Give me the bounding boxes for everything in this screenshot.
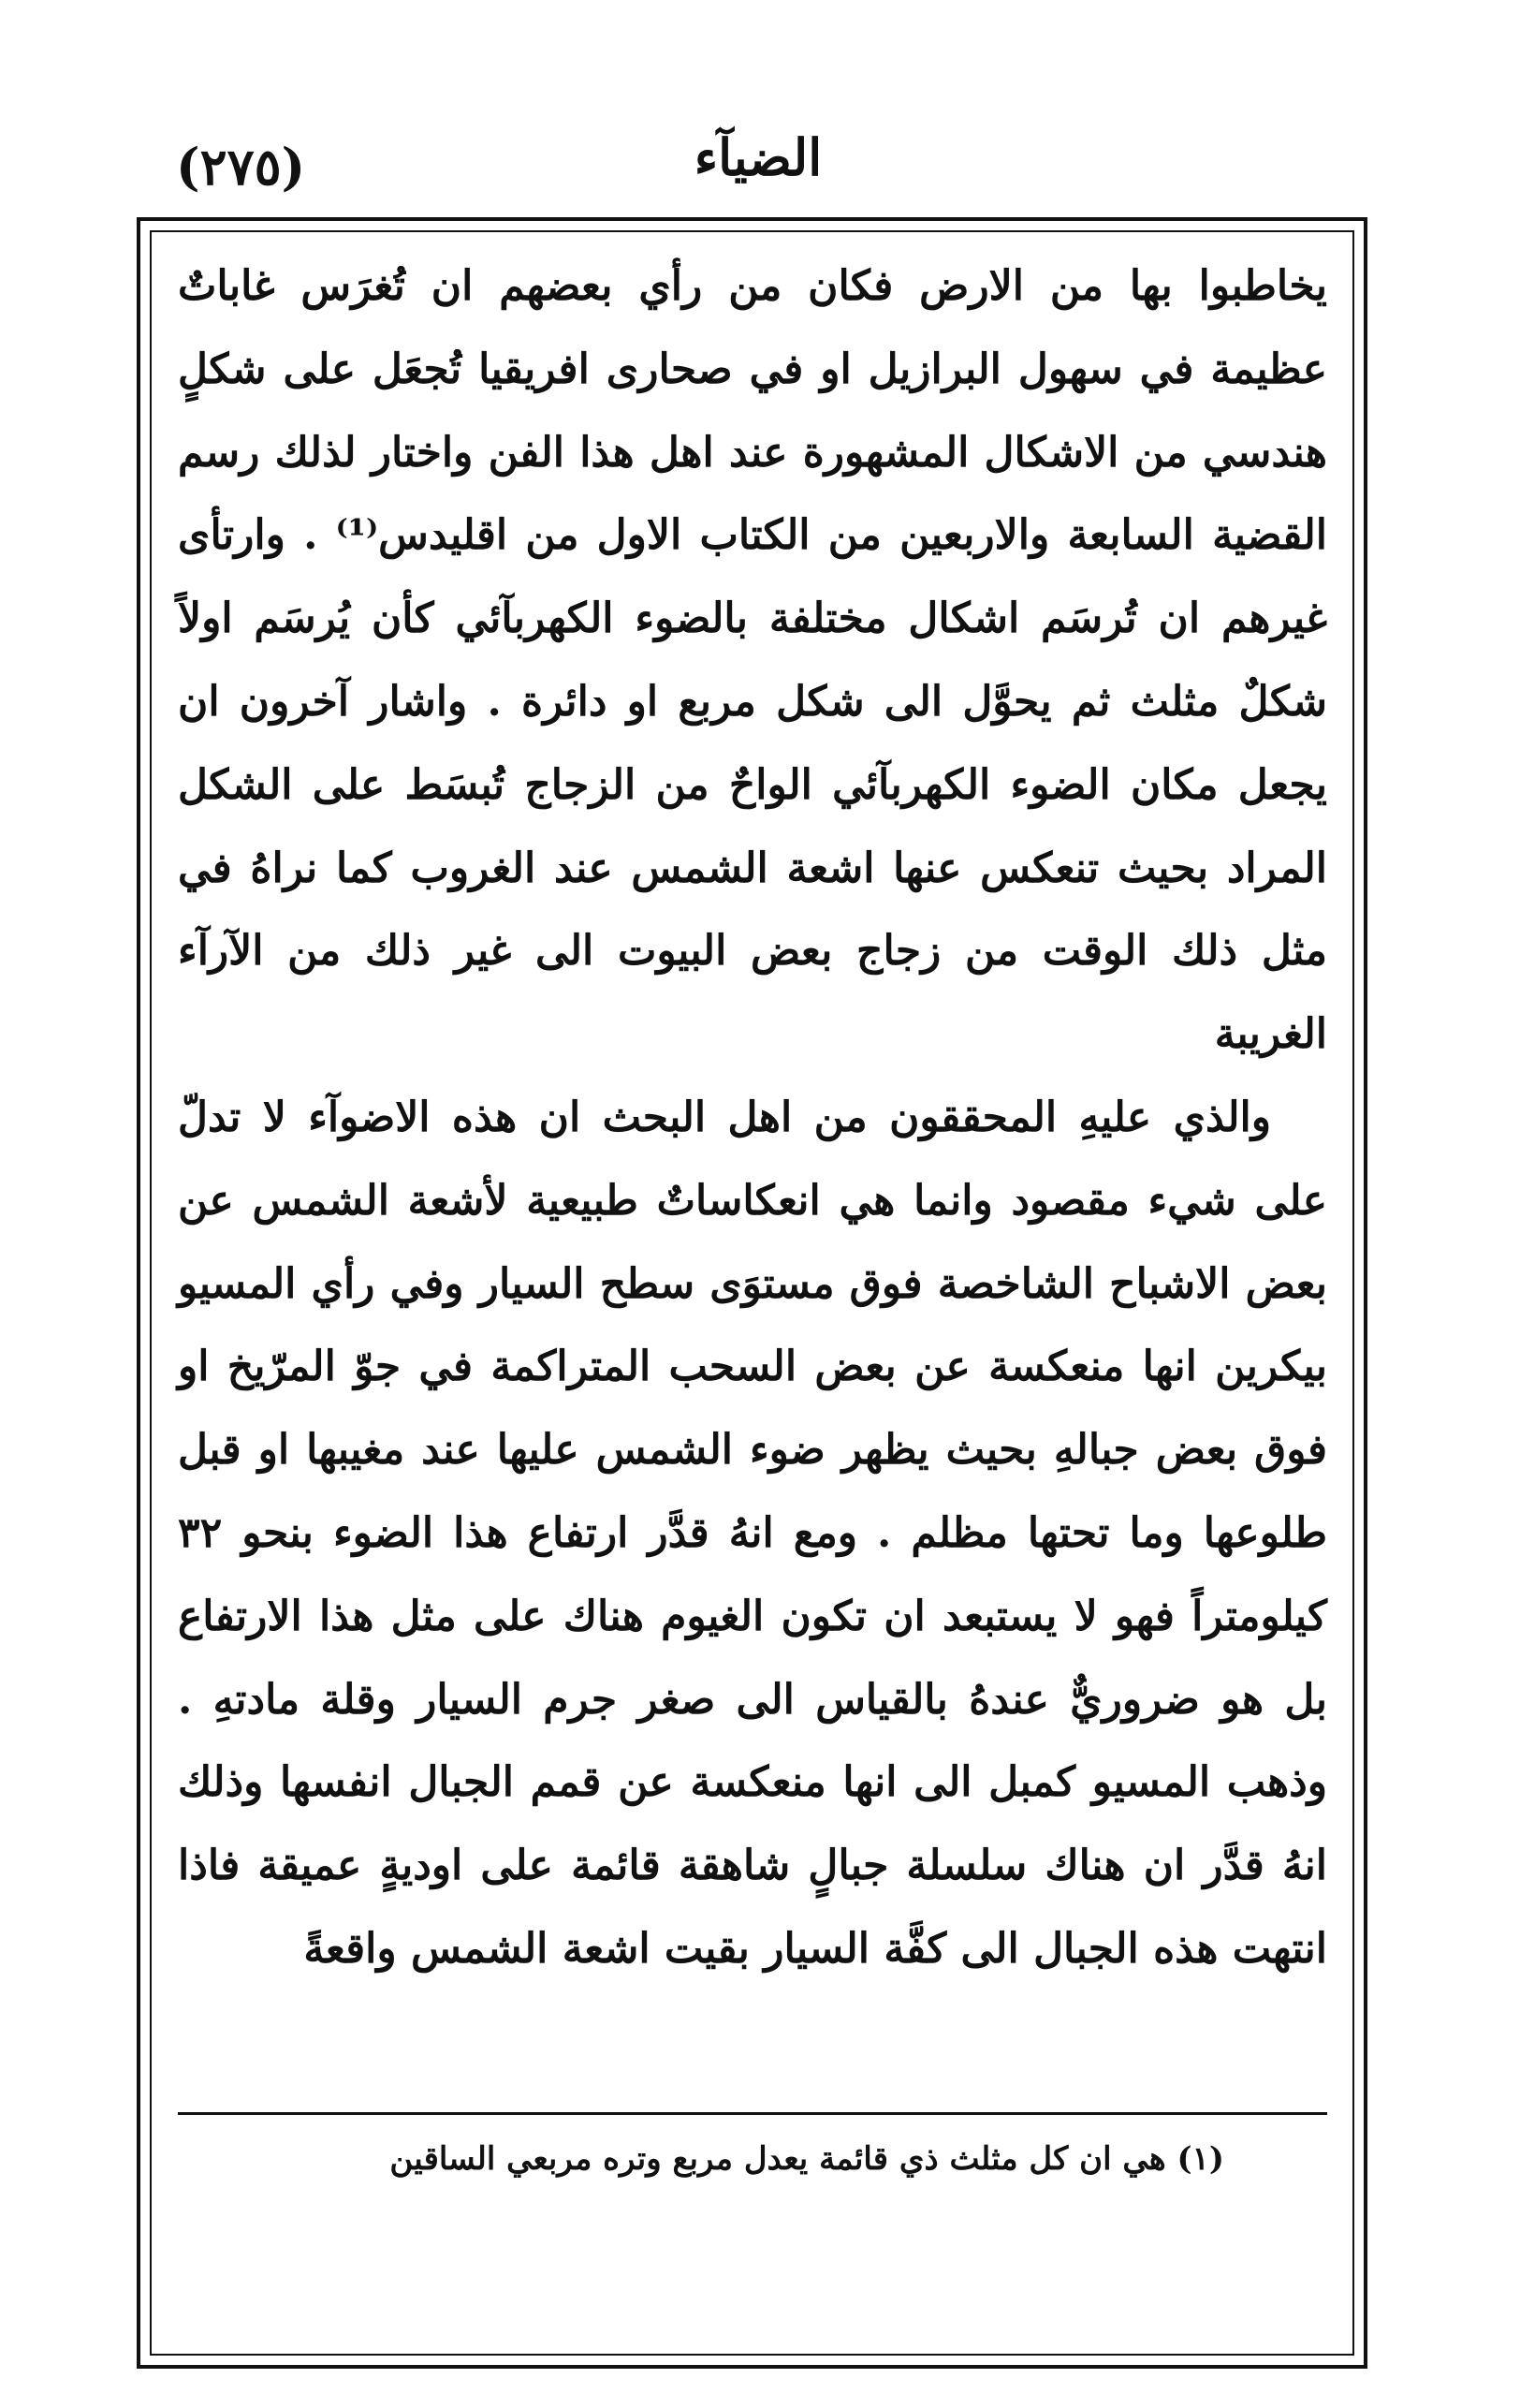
journal-title: الضيآء (694, 127, 823, 187)
page-number: (٢٧٥) (176, 137, 306, 197)
page-header (140, 120, 1376, 213)
footnote-divider (178, 2112, 1327, 2115)
paragraph-2: والذي عليهِ المحققون من اهل البحث ان هذه الاضوآء لا تدلّ على شيء مقصود وانما هي انعكاساتٌ طبيعية لأشعة الشمس عن بعض الاشباح الشاخصة فوق مستوَى سطح السيار وفي رأي المسيو بيكرين انها منعكسة عن بعض السحب المتراكمة في جوّ المرّيخ او فوق بعض جبالهِ بحيث يظهر ضوء الشمس عليها عند مغيبها او قبل طلوعها وما تحتها مظلم . ومع انهُ قدَّر ارتفاع هذا الضوء بنحو ٣٢ كيلومتراً فهو لا يستبعد ان تكون الغيوم هناك على مثل هذا الارتفاع بل هو ضروريٌّ عندهُ بالقياس الى صغر جرم السيار وقلة مادتهِ . وذهب المسيو كمبل الى انها منعكسة عن قمم الجبال انفسها وذلك انهُ قدَّر ان هناك سلسلة جبالٍ شاهقة قائمة على اوديةٍ عميقة فاذا انتهت هذه الجبال الى كفَّة السيار بقيت اشعة الشمس واقعةً (178, 1093, 1327, 1973)
paragraph-1: يخاطبوا بها من الارض فكان من رأي بعضهم ان تُغرَس غاباتٌ عظيمة في سهول البرازيل او في صحارى افريقيا تُجعَل على شكلٍ هندسي من الاشكال المشهورة عند اهل هذا الفن واختار لذلك رسم القضية السابعة والاربعين من الكتاب الاول من اقليدس⁽¹⁾ . وارتأى غيرهم ان تُرسَم اشكال مختلفة بالضوء الكهربآئي كأن يُرسَم اولاً شكلٌ مثلث ثم يحوَّل الى شكل مربع او دائرة . واشار آخرون ان يجعل مكان الضوء الكهربآئي الواحٌ من الزجاج تُبسَط على الشكل المراد بحيث تنعكس عنها اشعة الشمس عند الغروب كما نراهُ في مثل ذلك الوقت من زجاج بعض البيوت الى غير ذلك من الآرآء الغريبة (178, 262, 1327, 1059)
article-body (178, 245, 1327, 1991)
footnote: (١) هي ان كل مثلث ذي قائمة يعدل مربع وتره مربعي الساقين (389, 2140, 1224, 2178)
